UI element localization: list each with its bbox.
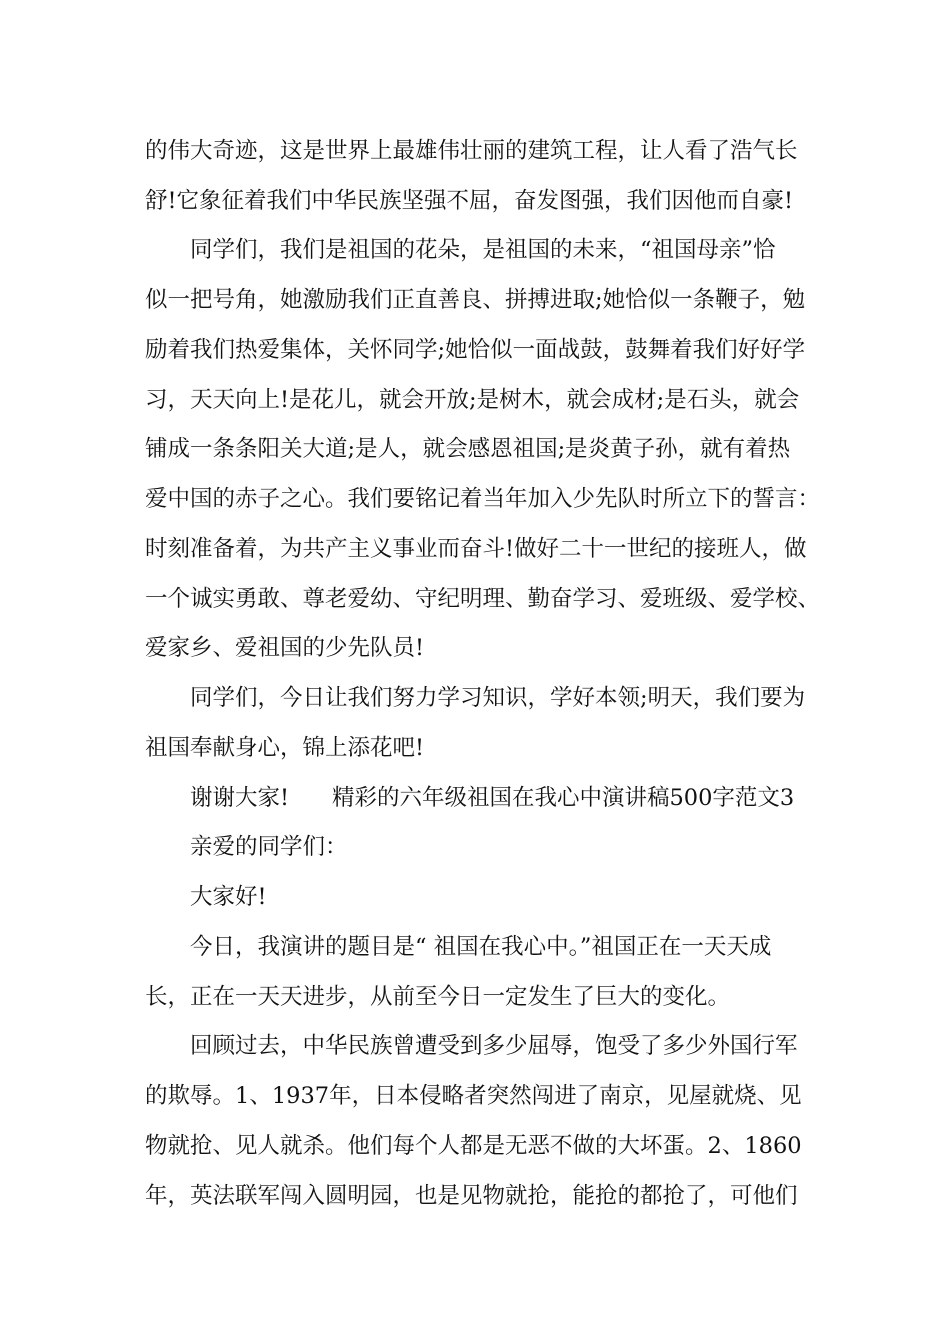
text-line-1: 的伟大奇迹，这是世界上最雄伟壮丽的建筑工程，让人看了浩气长 — [145, 138, 798, 164]
text-line-4: 似一把号角，她激励我们正直善良、拼搏进取;她恰似一条鞭子，勉 — [145, 287, 806, 313]
text-line-19: 回顾过去，中华民族曾遭受到多少屈辱，饱受了多少外国行军 — [190, 1033, 798, 1059]
text-line-2: 舒!它象征着我们中华民族坚强不屈，奋发图强，我们因他而自豪! — [145, 188, 794, 214]
text-line-10: 一个诚实勇敢、尊老爱幼、守纪明理、勤奋学习、爱班级、爱学校、 — [145, 586, 821, 612]
text-line-5: 励着我们热爱集体，关怀同学;她恰似一面战鼓，鼓舞着我们好好学 — [145, 337, 806, 363]
text-line-3: 同学们，我们是祖国的花朵，是祖国的未来，“祖国母亲”恰 — [190, 237, 776, 263]
text-line-15: 亲爱的同学们： — [190, 834, 348, 860]
text-line-20: 的欺辱。1、1937年，日本侵略者突然闯进了南京，见屋就烧、见 — [145, 1083, 802, 1109]
text-line-14: 谢谢大家! 精彩的六年级祖国在我心中演讲稿500字范文3 — [190, 785, 795, 811]
text-line-12: 同学们，今日让我们努力学习知识，学好本领;明天，我们要为 — [190, 685, 806, 711]
text-line-18: 长，正在一天天进步，从前至今日一定发生了巨大的变化。 — [145, 984, 731, 1010]
text-line-13: 祖国奉献身心，锦上添花吧! — [145, 735, 425, 761]
text-line-22: 年，英法联军闯入圆明园，也是见物就抢，能抢的都抢了，可他们 — [145, 1183, 798, 1209]
text-line-21: 物就抢、见人就杀。他们每个人都是无恶不做的大坏蛋。2、1860 — [145, 1133, 802, 1159]
text-line-16: 大家好! — [190, 884, 267, 910]
text-line-8: 爱中国的赤子之心。我们要铭记着当年加入少先队时所立下的誓言： — [145, 486, 821, 512]
text-line-6: 习，天天向上!是花儿，就会开放;是树木，就会成材;是石头，就会 — [145, 387, 800, 413]
text-line-7: 铺成一条条阳关大道;是人，就会感恩祖国;是炎黄子孙，就有着热 — [145, 436, 791, 462]
text-line-9: 时刻准备着，为共产主义事业而奋斗!做好二十一世纪的接班人，做 — [145, 536, 807, 562]
text-line-17: 今日，我演讲的题目是“ 祖国在我心中。”祖国正在一天天成 — [190, 934, 772, 960]
text-line-11: 爱家乡、爱祖国的少先队员! — [145, 635, 425, 661]
